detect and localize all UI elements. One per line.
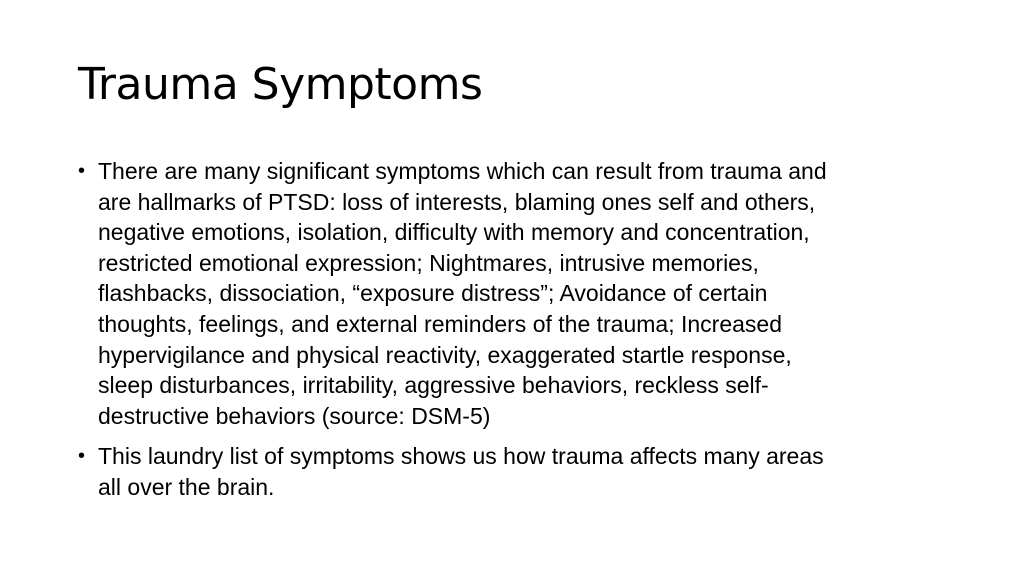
bullet-item bbox=[78, 441, 958, 502]
slide-title: Trauma Symptoms bbox=[78, 59, 483, 110]
bullet-line: restricted emotional expression; Nightmares, intrusive memories, bbox=[98, 249, 759, 276]
bullet-line: sleep disturbances, irritability, aggressive behaviors, reckless self- bbox=[98, 372, 769, 399]
bullet-text bbox=[98, 441, 958, 502]
bullet-line: all over the brain. bbox=[98, 473, 275, 500]
bullet-text bbox=[98, 156, 958, 431]
bullet-dot-icon: • bbox=[78, 445, 86, 468]
bullet-line: are hallmarks of PTSD: loss of interests, blaming ones self and others, bbox=[98, 188, 816, 215]
bullet-line: hypervigilance and physical reactivity, exaggerated startle response, bbox=[98, 341, 792, 368]
bullet-line: flashbacks, dissociation, “exposure distress”; Avoidance of certain bbox=[98, 280, 768, 307]
bullet-list bbox=[78, 156, 958, 513]
bullet-line: thoughts, feelings, and external reminders of the trauma; Increased bbox=[98, 310, 783, 337]
bullet-line: There are many significant symptoms which can result from trauma and bbox=[98, 158, 827, 184]
bullet-line: This laundry list of symptoms shows us how trauma affects many areas bbox=[98, 443, 824, 470]
bullet-item bbox=[78, 156, 958, 431]
bullet-line: negative emotions, isolation, difficulty with memory and concentration, bbox=[98, 219, 810, 246]
bullet-line: destructive behaviors (source: DSM-5) bbox=[98, 402, 491, 429]
bullet-dot-icon: • bbox=[78, 160, 86, 182]
